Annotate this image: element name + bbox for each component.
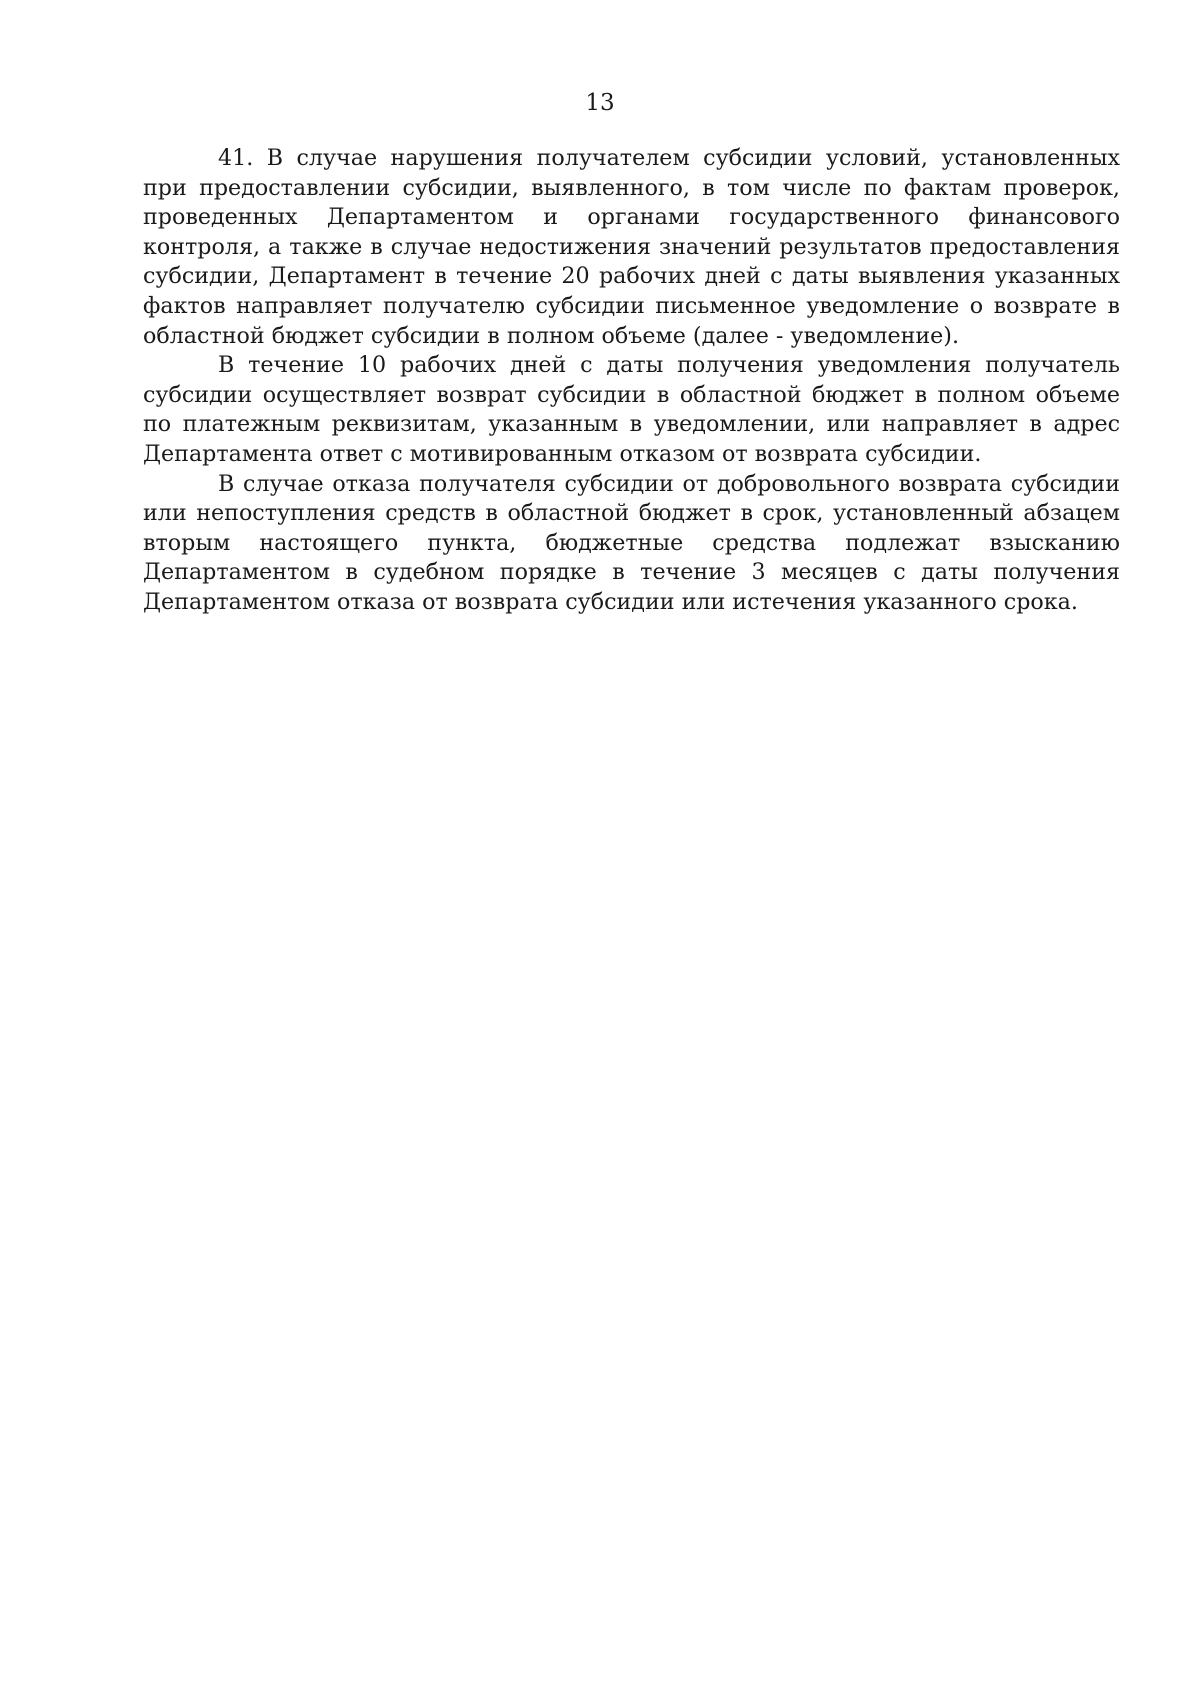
document-body: [143, 144, 1120, 618]
paragraph-enforced-recovery: В случае отказа получателя субсидии от добровольного возврата субсидии или непоступления средств в областной бюджет в срок, установленный абзацем вторым настоящего пункта, бюджетные средства подлежат взысканию Департаментом в судебном порядке в течение 3 месяцев с даты получения Департаментом отказа от возврата субсидии или истечения указанного срока.: [143, 470, 1120, 615]
paragraph-return-deadline: В течение 10 рабочих дней с даты получения уведомления получатель субсидии осуществляет возврат субсидии в областной бюджет в полном объеме по платежным реквизитам, указанным в уведомлении, или направляет в адрес Департамента ответ с мотивированным отказом от возврата субсидии.: [143, 352, 1120, 467]
paragraph-clause-41: 41. В случае нарушения получателем субсидии условий, установленных при предоставлении субсидии, выявленного, в том числе по фактам проверок, проведенных Департаментом и органами государственного финансового контроля, а также в случае недостижения значений результатов предоставления субсидии, Департамент в течение 20 рабочих дней с даты выявления указанных фактов направляет получателю субсидии письменное уведомление о возврате в областной бюджет субсидии в полном объеме (далее - уведомление).: [143, 145, 1120, 349]
page-number: 13: [585, 90, 615, 116]
